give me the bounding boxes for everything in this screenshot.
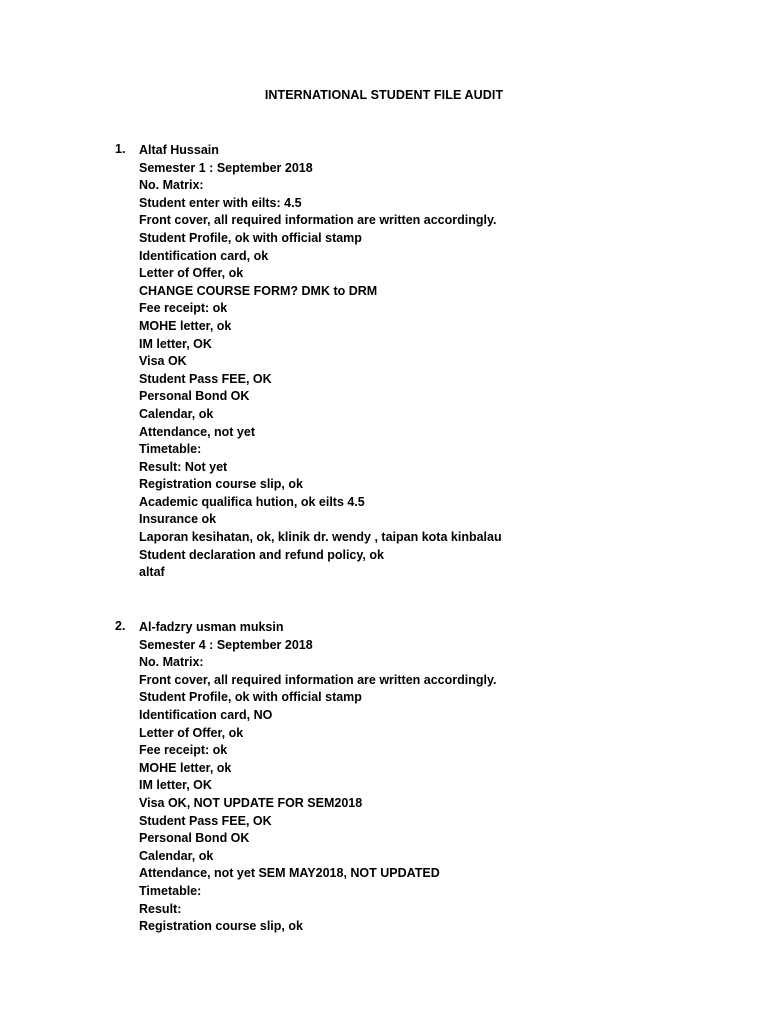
detail-line: altaf	[139, 565, 165, 580]
detail-line: Student declaration and refund policy, ok	[139, 547, 384, 562]
detail-line: Timetable:	[139, 883, 202, 898]
detail-line: Student enter with eilts: 4.5	[139, 195, 302, 210]
entry-number: 1.	[115, 142, 126, 156]
detail-line: Fee receipt: ok	[139, 743, 228, 758]
detail-line: Personal Bond OK	[139, 389, 250, 404]
detail-line: Result: Not yet	[139, 459, 228, 474]
student-name: Altaf Hussain	[139, 143, 219, 157]
detail-line: Fee receipt: ok	[139, 301, 228, 316]
detail-line: Calendar, ok	[139, 406, 214, 421]
semester-line: Semester 1 : September 2018	[139, 160, 313, 175]
semester-line: Semester 4 : September 2018	[139, 637, 313, 652]
detail-line: Front cover, all required information are written accordingly.	[139, 672, 497, 687]
detail-line: CHANGE COURSE FORM? DMK to DRM	[139, 283, 378, 298]
detail-line: Laporan kesihatan, ok, klinik dr. wendy , taipan kota kinbalau	[139, 530, 502, 545]
detail-line: Visa OK	[139, 354, 187, 369]
detail-line: Student Profile, ok with official stamp	[139, 230, 362, 245]
matrix-number-line: No. Matrix:	[139, 655, 204, 670]
detail-line: IM letter, OK	[139, 336, 212, 351]
detail-line: Front cover, all required information are written accordingly.	[139, 213, 497, 228]
detail-line: Visa OK, NOT UPDATE FOR SEM2018	[139, 795, 363, 810]
detail-line: Attendance, not yet	[139, 424, 255, 439]
detail-line: Identification card, NO	[139, 707, 273, 722]
detail-line: Student Profile, ok with official stamp	[139, 690, 362, 705]
detail-line: MOHE letter, ok	[139, 760, 232, 775]
detail-line: MOHE letter, ok	[139, 318, 232, 333]
detail-line: Letter of Offer, ok	[139, 725, 244, 740]
detail-line: Letter of Offer, ok	[139, 266, 244, 281]
detail-line: Student Pass FEE, OK	[139, 813, 272, 828]
detail-line: Academic qualifica hution, ok eilts 4.5	[139, 494, 365, 509]
entry-details	[139, 619, 496, 936]
detail-line: Attendance, not yet SEM MAY2018, NOT UPDATED	[139, 866, 440, 881]
matrix-number-line: No. Matrix:	[139, 178, 204, 193]
detail-line: Calendar, ok	[139, 848, 214, 863]
detail-line: Registration course slip, ok	[139, 477, 303, 492]
detail-line: Registration course slip, ok	[139, 919, 303, 934]
detail-line: IM letter, OK	[139, 778, 212, 793]
detail-line: Insurance ok	[139, 512, 217, 527]
detail-line: Student Pass FEE, OK	[139, 371, 272, 386]
student-name: Al-fadzry usman muksin	[139, 620, 284, 634]
entry-details	[139, 142, 502, 582]
entry-number: 2.	[115, 619, 126, 633]
detail-line: Timetable:	[139, 442, 202, 457]
detail-line: Result:	[139, 901, 182, 916]
detail-line: Personal Bond OK	[139, 831, 250, 846]
detail-line: Identification card, ok	[139, 248, 269, 263]
document-title: INTERNATIONAL STUDENT FILE AUDIT	[264, 88, 504, 102]
